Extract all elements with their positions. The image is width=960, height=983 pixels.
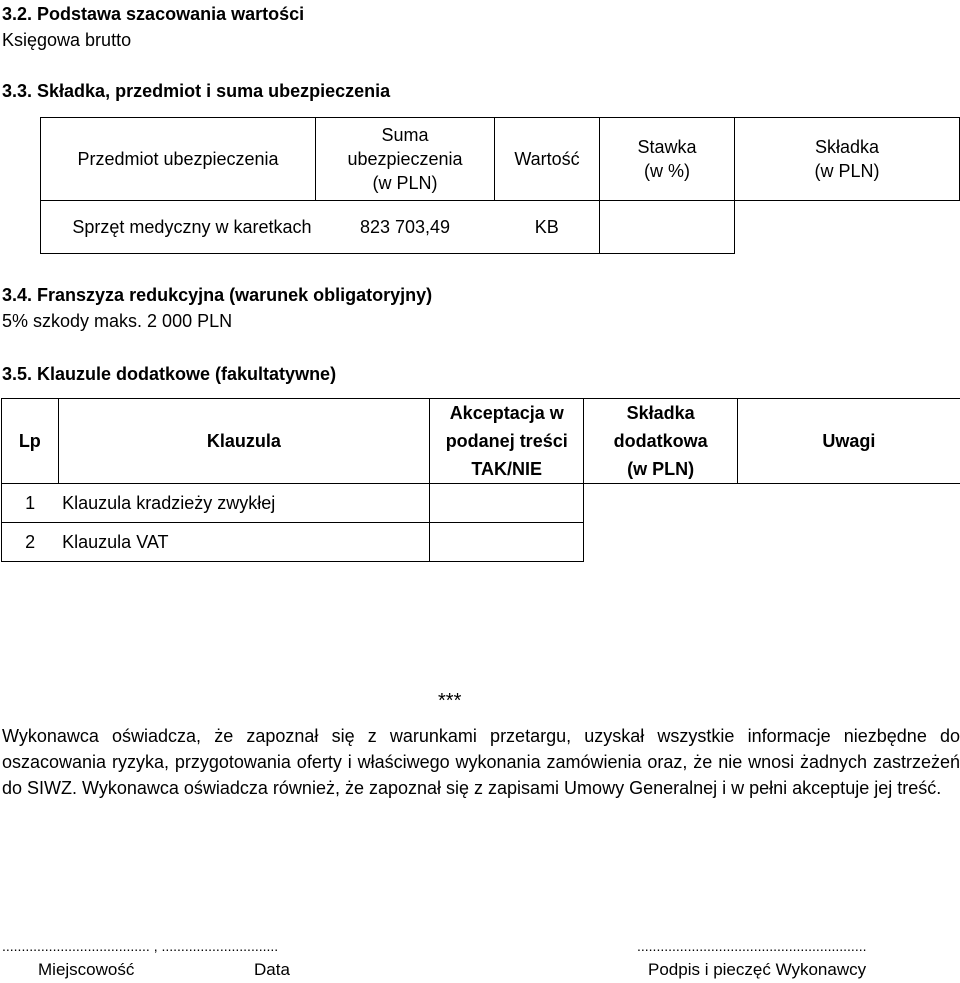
cell-skladka-dodatkowa xyxy=(584,523,737,562)
col-skladka-line1: Składka xyxy=(814,137,880,157)
col-suma-line3: (w PLN) xyxy=(372,173,438,193)
date-label: Data xyxy=(254,960,290,979)
place-label: Miejscowość xyxy=(38,960,135,979)
cell-suma: 823 703,49 xyxy=(316,201,495,254)
col-akceptacja-line1: Akceptacja w xyxy=(449,403,564,423)
col-skladka xyxy=(735,118,960,201)
signature-dots: ........................................................... xyxy=(637,938,867,954)
col-suma-line2: ubezpieczenia xyxy=(347,149,463,169)
insurance-table xyxy=(40,117,960,254)
col-stawka-line2: (w %) xyxy=(644,161,690,181)
cell-lp: 2 xyxy=(2,523,59,562)
section-3-2-heading: 3.2. Podstawa szacowania wartości xyxy=(2,4,305,24)
cell-lp: 1 xyxy=(2,484,59,523)
section-3-5-heading: 3.5. Klauzule dodatkowe (fakultatywne) xyxy=(2,364,337,384)
cell-uwagi xyxy=(737,484,960,523)
col-skladka-dod-line1: Składka xyxy=(626,403,695,423)
col-przedmiot: Przedmiot ubezpieczenia xyxy=(41,118,316,201)
col-akceptacja-line3: TAK/NIE xyxy=(471,459,543,479)
clauses-table-header xyxy=(2,399,960,484)
cell-przedmiot: Sprzęt medyczny w karetkach xyxy=(41,201,316,254)
table-row xyxy=(41,201,960,254)
cell-klauzula: Klauzula kradzieży zwykłej xyxy=(58,484,429,523)
cell-skladka xyxy=(735,201,960,254)
cell-stawka xyxy=(600,201,735,254)
col-suma xyxy=(316,118,495,201)
cell-uwagi xyxy=(737,523,960,562)
col-uwagi: Uwagi xyxy=(737,399,960,484)
place-date-dots: ...................................... , .............................. xyxy=(2,938,279,954)
cell-akceptacja xyxy=(430,523,584,562)
cell-akceptacja xyxy=(430,484,584,523)
separator-stars: *** xyxy=(438,690,462,712)
clauses-table xyxy=(1,398,960,562)
section-3-2-value: Księgowa brutto xyxy=(2,30,132,50)
cell-skladka-dodatkowa xyxy=(584,484,737,523)
col-skladka-line2: (w PLN) xyxy=(814,161,880,181)
table-row xyxy=(2,523,960,562)
section-3-3-heading: 3.3. Składka, przedmiot i suma ubezpieczenia xyxy=(2,81,391,101)
section-3-4-value: 5% szkody maks. 2 000 PLN xyxy=(2,311,233,331)
col-akceptacja-line2: podanej treści xyxy=(445,431,568,451)
col-skladka-dodatkowa xyxy=(584,399,737,484)
col-skladka-dod-line3: (w PLN) xyxy=(627,459,695,479)
insurance-table-header xyxy=(41,118,960,201)
col-lp: Lp xyxy=(2,399,59,484)
signature-label: Podpis i pieczęć Wykonawcy xyxy=(648,960,867,979)
col-akceptacja xyxy=(430,399,584,484)
cell-klauzula: Klauzula VAT xyxy=(58,523,429,562)
col-klauzula: Klauzula xyxy=(58,399,429,484)
col-stawka-line1: Stawka xyxy=(637,137,697,157)
col-stawka xyxy=(600,118,735,201)
section-3-4-heading: 3.4. Franszyza redukcyjna (warunek obligatoryjny) xyxy=(2,285,433,305)
col-suma-line1: Suma xyxy=(381,125,429,145)
cell-wartosc: KB xyxy=(495,201,600,254)
col-wartosc: Wartość xyxy=(495,118,600,201)
declaration-text: Wykonawca oświadcza, że zapoznał się z warunkami przetargu, uzyskał wszystkie informacje niezbędne do oszacowania ryzyka, przygotowania oferty i właściwego wykonania zamówienia oraz, że nie wnosi żadnych zastrzeżeń do SIWZ. Wykonawca oświadcza również, że zapoznał się z zapisami Umowy Generalnej i w pełni akceptuje jej treść. xyxy=(2,726,960,798)
col-skladka-dod-line2: dodatkowa xyxy=(613,431,708,451)
table-row xyxy=(2,484,960,523)
